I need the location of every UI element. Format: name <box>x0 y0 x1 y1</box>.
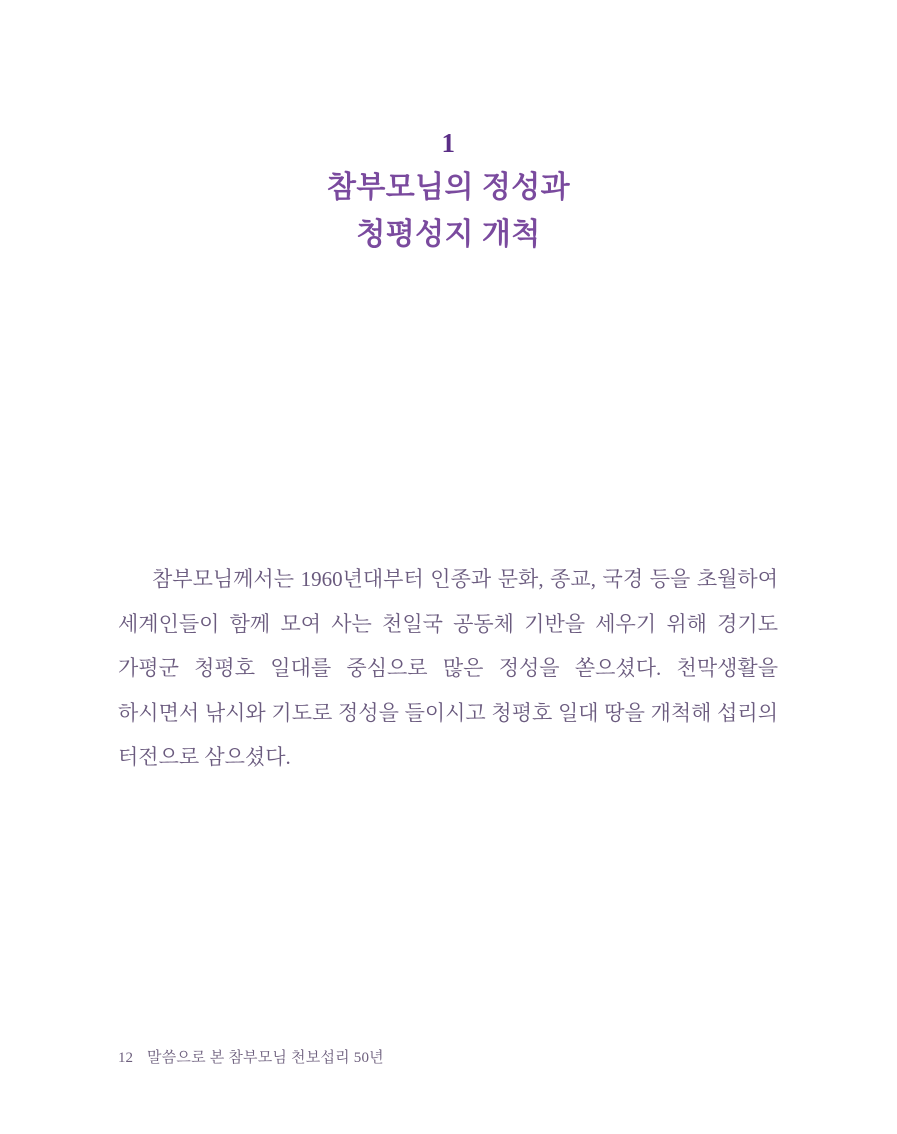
chapter-title-line-1: 참부모님의 정성과 <box>327 171 570 205</box>
body-paragraph: 참부모님께서는 1960년대부터 인종과 문화, 종교, 국경 등을 초월하여 세계인들이 함께 모여 사는 천일국 공동체 기반을 세우기 위해 경기도 가평군 청평호 일대를 중심으로 많은 정성을 쏟으셨다. 천막생활을 하시면서 낚시와 기도로 정성을 들이시고 청평호 일대 땅을 개척해 섭리의 터전으로 삼으셨다. <box>118 567 778 770</box>
body-text-block <box>118 536 778 801</box>
chapter-heading <box>0 128 897 258</box>
footer-book-title: 말씀으로 본 참부모님 천보섭리 50년 <box>147 1050 384 1066</box>
footer-page-number: 12 <box>118 1050 133 1066</box>
chapter-title-line-2: 청평성지 개척 <box>356 217 541 251</box>
page-footer <box>118 1051 384 1066</box>
chapter-number: 1 <box>441 128 456 158</box>
chapter-title <box>0 165 897 258</box>
